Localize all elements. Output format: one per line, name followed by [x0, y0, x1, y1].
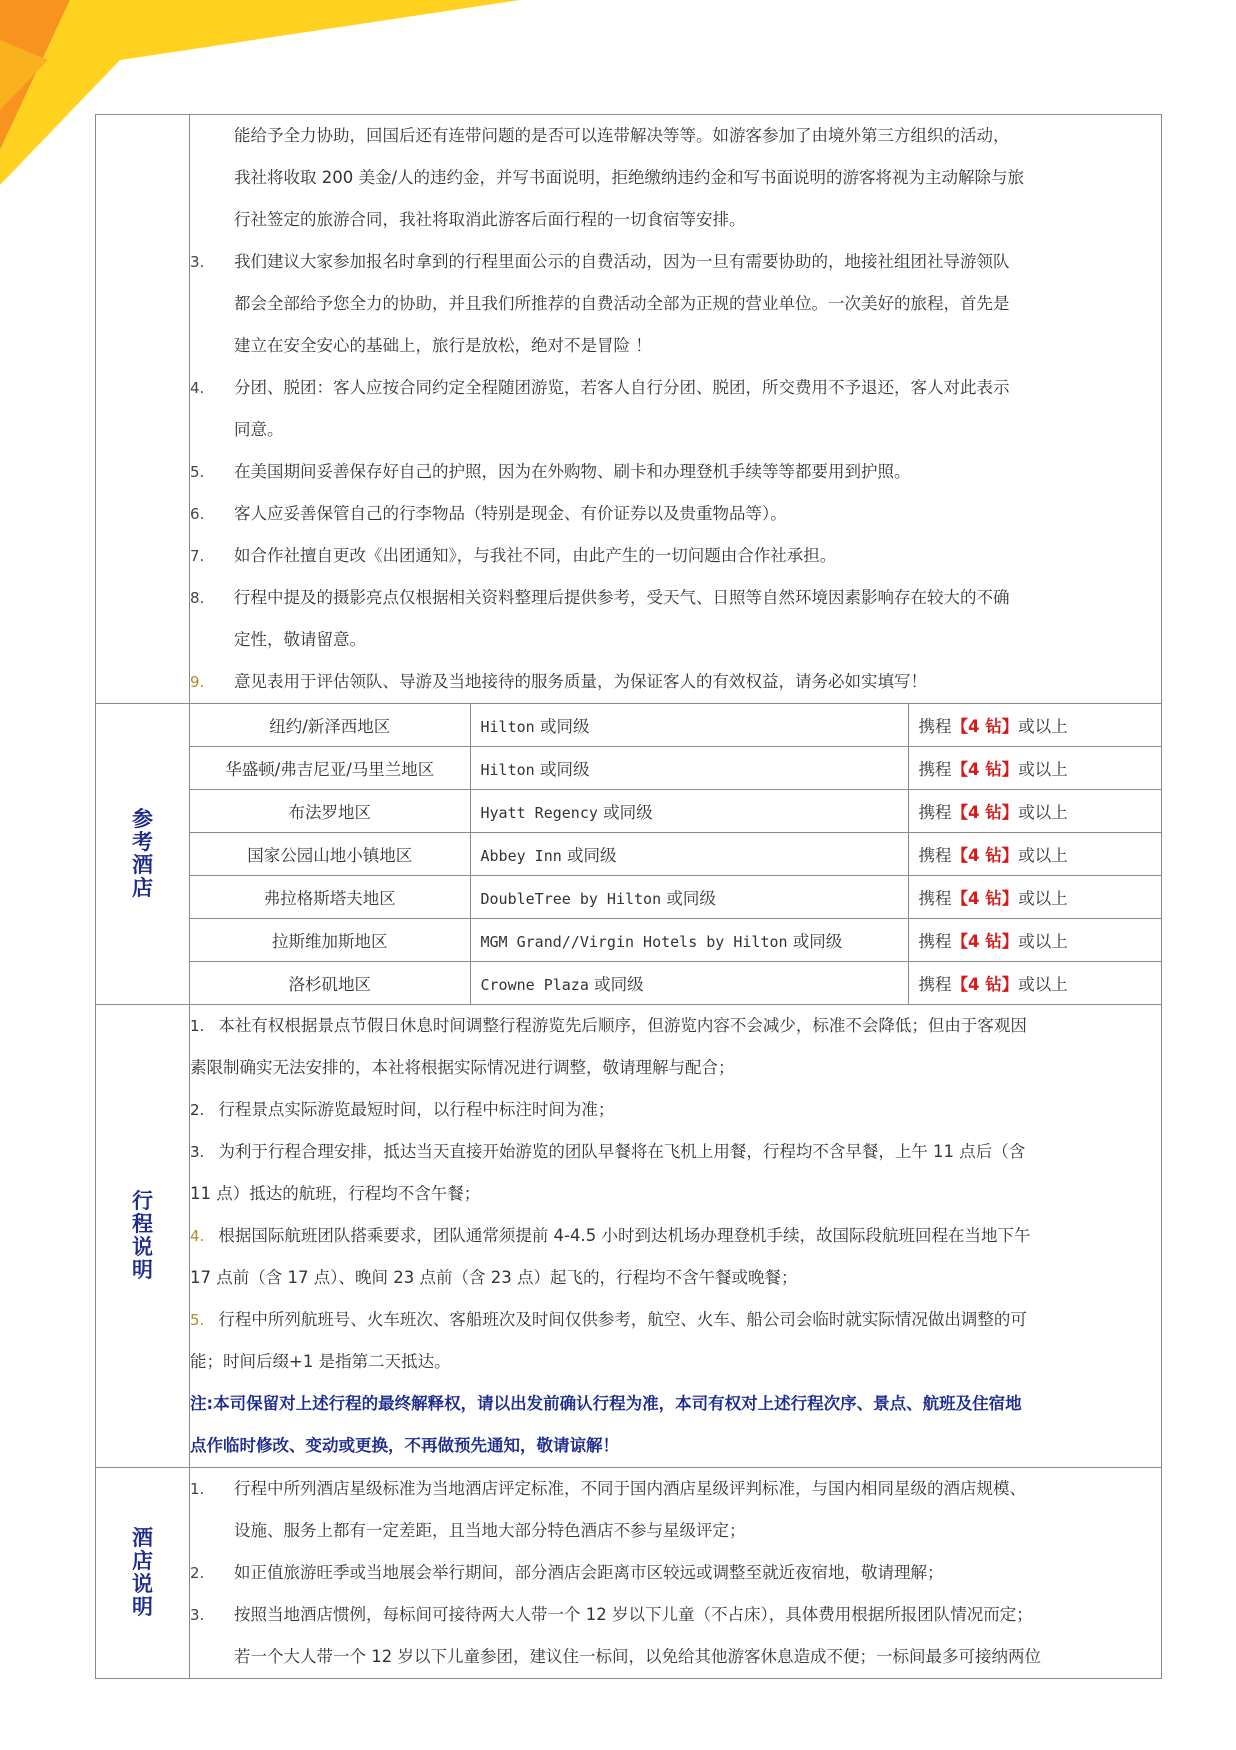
- list-item: [190, 661, 1161, 703]
- hotel-suffix: 或同级: [539, 717, 590, 736]
- heading-char: 考: [132, 830, 153, 854]
- rating-stars: 【4 钻】: [951, 717, 1019, 736]
- rating-stars: 【4 钻】: [951, 760, 1019, 779]
- rating-stars: 【4 钻】: [951, 889, 1019, 908]
- rating-suffix: 或以上: [1018, 717, 1068, 736]
- hotel-row: [190, 876, 1161, 919]
- region-cell: 拉斯维加斯地区: [190, 919, 470, 962]
- rating-suffix: 或以上: [1018, 889, 1068, 908]
- hotel-row: [190, 919, 1161, 962]
- text-line: 分团、脱团：客人应按合同约定全程随团游览，若客人自行分团、脱团，所交费用不予退还，客人对此表示: [234, 378, 1010, 397]
- item-text: 行程中所列航班号、火车班次、客船班次及时间仅供参考，航空、火车、船公司会临时就实际情况做出调整的可: [218, 1310, 1027, 1329]
- itinerary-heading: [96, 1005, 190, 1468]
- rating-suffix: 或以上: [1018, 760, 1068, 779]
- text-line: 定性，敬请留意。: [234, 630, 366, 649]
- hotel-suffix: 或同级: [666, 889, 716, 908]
- item-number: 3.: [190, 1143, 205, 1161]
- rating-stars: 【4 钻】: [951, 803, 1019, 822]
- rating-prefix: 携程: [918, 803, 952, 822]
- hotel-name-cell: [470, 833, 908, 876]
- hotel-row: [190, 790, 1161, 833]
- item-number: 6.: [190, 505, 205, 523]
- hotel-suffix: 或同级: [594, 975, 644, 994]
- text-line: 我社将收取 200 美金/人的违约金，并写书面说明，拒绝缴纳违约金和写书面说明的游客将视为主动解除与旅: [234, 168, 1025, 187]
- heading-char: 说: [132, 1572, 153, 1596]
- rating-prefix: 携程: [918, 760, 952, 779]
- item-number: 5.: [190, 463, 205, 481]
- hotel-name: DoubleTree by Hilton: [480, 890, 662, 908]
- rating-suffix: 或以上: [1018, 803, 1068, 822]
- rating-prefix: 携程: [918, 975, 952, 994]
- heading-char: 酒: [132, 853, 153, 877]
- item-text: 17 点前（含 17 点）、晚间 23 点前（含 23 点）起飞的，行程均不含午餐或晚餐；: [190, 1268, 798, 1287]
- hotel-row: [190, 747, 1161, 790]
- item-number: 7.: [190, 547, 205, 565]
- hotel-name-cell: [470, 790, 908, 833]
- rating-cell: [908, 876, 1161, 919]
- text-line: 意见表用于评估领队、导游及当地接待的服务质量，为保证客人的有效权益，请务必如实填写！: [234, 672, 927, 691]
- hotel-name-cell: [470, 962, 908, 1005]
- rating-suffix: 或以上: [1018, 846, 1068, 865]
- item-text: 行程景点实际游览最短时间，以行程中标注时间为准；: [218, 1100, 615, 1119]
- item-number: 1.: [190, 1480, 205, 1498]
- itinerary-line: [190, 1005, 1161, 1047]
- itinerary-body: [190, 1005, 1162, 1468]
- item-text: 根据国际航班团队搭乘要求，团队通常须提前 4-4.5 小时到达机场办理登机手续，故国际段航班回程在当地下午: [218, 1226, 1031, 1245]
- heading-char: 店: [132, 1549, 153, 1573]
- hotel-name-cell: [470, 919, 908, 962]
- notes-body: [190, 115, 1162, 704]
- itinerary-list: [190, 1005, 1161, 1383]
- hotel-name-cell: [470, 704, 908, 747]
- itinerary-line: [190, 1299, 1161, 1341]
- heading-char: 店: [132, 876, 153, 900]
- hotel-suffix: 或同级: [539, 760, 590, 779]
- list-item: [190, 535, 1161, 577]
- list-item: [190, 241, 1161, 367]
- item-text: 本社有权根据景点节假日休息时间调整行程游览先后顺序，但游览内容不会减少，标准不会降低；但由于客观因: [218, 1016, 1027, 1035]
- item-text: [234, 661, 1161, 703]
- itinerary-line: [190, 1173, 1161, 1215]
- itinerary-line: [190, 1047, 1161, 1089]
- item-number: 4.: [190, 379, 205, 397]
- hotels-row: [96, 704, 1162, 1005]
- list-item: [190, 577, 1161, 661]
- rating-stars: 【4 钻】: [951, 932, 1019, 951]
- hotel-table: [190, 704, 1161, 1004]
- rating-cell: [908, 919, 1161, 962]
- rating-cell: [908, 790, 1161, 833]
- heading-char: 程: [132, 1212, 153, 1236]
- hotel-name: Crowne Plaza: [480, 976, 589, 994]
- region-cell: 布法罗地区: [190, 790, 470, 833]
- rating-stars: 【4 钻】: [951, 975, 1019, 994]
- region-cell: 国家公园山地小镇地区: [190, 833, 470, 876]
- item-text: [234, 241, 1161, 367]
- rating-prefix: 携程: [918, 889, 952, 908]
- text-line: 能给予全力协助，回国后还有连带问题的是否可以连带解决等等。如游客参加了由境外第三方组织的活动，: [234, 126, 1010, 145]
- heading-char: 酒: [132, 1526, 153, 1550]
- hotel-name-cell: [470, 876, 908, 919]
- hotel-name-cell: [470, 747, 908, 790]
- hotel-name: Hyatt Regency: [480, 804, 598, 822]
- notes-list: [190, 241, 1161, 703]
- itinerary-line: [190, 1215, 1161, 1257]
- text-line: 在美国期间妥善保存好自己的护照，因为在外购物、刷卡和办理登机手续等等都要用到护照。: [234, 462, 911, 481]
- item-number: 5.: [190, 1311, 205, 1329]
- item-number: 2.: [190, 1101, 205, 1119]
- heading-char: 明: [132, 1595, 153, 1619]
- text-line: 设施、服务上都有一定差距，且当地大部分特色酒店不参与星级评定；: [234, 1521, 746, 1540]
- hotel-name: Abbey Inn: [480, 847, 562, 865]
- text-line: 我们建议大家参加报名时拿到的行程里面公示的自费活动，因为一旦有需要协助的，地接社组团社导游领队: [234, 252, 1010, 271]
- item-text: 为利于行程合理安排，抵达当天直接开始游览的团队早餐将在飞机上用餐，行程均不含早餐，上午 11 点后（含: [218, 1142, 1026, 1161]
- list-item: [190, 1468, 1161, 1552]
- item-text: [234, 1468, 1161, 1552]
- item-text: [234, 367, 1161, 451]
- text-line: 按照当地酒店惯例，每标间可接待两大人带一个 12 岁以下儿童（不占床），具体费用根据所报团队情况而定；: [234, 1605, 1033, 1624]
- disclaimer-note: 点作临时修改、变动或更换，不再做预先通知，敬请谅解！: [190, 1436, 619, 1455]
- itinerary-line: [190, 1131, 1161, 1173]
- itinerary-line: [190, 1257, 1161, 1299]
- hotel-suffix: 或同级: [603, 803, 653, 822]
- rating-cell: [908, 747, 1161, 790]
- item-number: 3.: [190, 1606, 205, 1624]
- section-notes-row: [96, 115, 1162, 704]
- hotels-body: [190, 704, 1162, 1005]
- item-number: 2.: [190, 1564, 205, 1582]
- list-item: [190, 1552, 1161, 1594]
- region-cell: 洛杉矶地区: [190, 962, 470, 1005]
- rating-suffix: 或以上: [1018, 975, 1068, 994]
- rating-prefix: 携程: [918, 846, 952, 865]
- item-text: [234, 1594, 1161, 1678]
- hotel-notes-body: [190, 1468, 1162, 1679]
- item-number: 4.: [190, 1227, 205, 1245]
- heading-char: 行: [132, 1189, 153, 1213]
- item-number: 8.: [190, 589, 205, 607]
- item-text: [234, 577, 1161, 661]
- text-line: 若一个大人带一个 12 岁以下儿童参团，建议住一标间，以免给其他游客休息造成不便；一标间最多可接纳两位: [234, 1647, 1041, 1666]
- hotel-notes-list: [190, 1468, 1161, 1678]
- hotel-notes-row: [96, 1468, 1162, 1679]
- region-cell: 弗拉格斯塔夫地区: [190, 876, 470, 919]
- item-number: 9.: [190, 673, 205, 691]
- text-line: 行程中提及的摄影亮点仅根据相关资料整理后提供参考，受天气、日照等自然环境因素影响存在较大的不确: [234, 588, 1010, 607]
- itinerary-row: [96, 1005, 1162, 1468]
- region-cell: 华盛顿/弗吉尼亚/马里兰地区: [190, 747, 470, 790]
- blank-side-cell: [96, 115, 190, 704]
- rating-stars: 【4 钻】: [951, 846, 1019, 865]
- hotel-name: Hilton: [480, 718, 535, 736]
- item-text: 能；时间后缀+1 是指第二天抵达。: [190, 1352, 451, 1371]
- text-line: 客人应妥善保管自己的行李物品（特别是现金、有价证券以及贵重物品等）。: [234, 504, 787, 523]
- item-text: 11 点）抵达的航班，行程均不含午餐；: [190, 1184, 481, 1203]
- hotel-name: MGM Grand//Virgin Hotels by Hilton: [480, 933, 788, 951]
- list-item: [190, 1594, 1161, 1678]
- list-item: [190, 451, 1161, 493]
- text-line: 建立在安全安心的基础上，旅行是放松，绝对不是冒险 ！: [234, 336, 652, 355]
- text-line: 都会全部给予您全力的协助，并且我们所推荐的自费活动全部为正规的营业单位。一次美好的旅程，首先是: [234, 294, 1010, 313]
- list-item: [190, 493, 1161, 535]
- text-line: 行社签定的旅游合同，我社将取消此游客后面行程的一切食宿等安排。: [234, 210, 746, 229]
- heading-char: 参: [132, 807, 153, 831]
- hotel-suffix: 或同级: [567, 846, 617, 865]
- itinerary-line: [190, 1089, 1161, 1131]
- item-text: 素限制确实无法安排的，本社将根据实际情况进行调整，敬请理解与配合；: [190, 1058, 735, 1077]
- hotel-notes-heading: [96, 1468, 190, 1679]
- item-number: 3.: [190, 253, 205, 271]
- region-cell: 纽约/新泽西地区: [190, 704, 470, 747]
- item-text: [234, 535, 1161, 577]
- rating-cell: [908, 704, 1161, 747]
- hotel-suffix: 或同级: [792, 932, 843, 951]
- rating-cell: [908, 833, 1161, 876]
- text-line: 同意。: [234, 420, 284, 439]
- heading-char: 说: [132, 1235, 153, 1259]
- text-line: 行程中所列酒店星级标准为当地酒店评定标准，不同于国内酒店星级评判标准，与国内相同星级的酒店规模、: [234, 1479, 1026, 1498]
- item-text: [234, 1552, 1161, 1594]
- rating-suffix: 或以上: [1018, 932, 1068, 951]
- hotel-name: Hilton: [480, 761, 535, 779]
- itinerary-notice-table: [95, 114, 1162, 1679]
- item-text: [234, 451, 1161, 493]
- text-line: 如正值旅游旺季或当地展会举行期间，部分酒店会距离市区较远或调整至就近夜宿地，敬请理解；: [234, 1563, 944, 1582]
- heading-char: 明: [132, 1258, 153, 1282]
- rating-prefix: 携程: [918, 717, 952, 736]
- rating-cell: [908, 962, 1161, 1005]
- item-number: 1.: [190, 1017, 205, 1035]
- item-text: [234, 493, 1161, 535]
- hotel-row: [190, 833, 1161, 876]
- hotel-row: [190, 962, 1161, 1005]
- itinerary-line: [190, 1341, 1161, 1383]
- hotels-heading: [96, 704, 190, 1005]
- rating-prefix: 携程: [918, 932, 952, 951]
- list-item: [190, 367, 1161, 451]
- hotel-row: [190, 704, 1161, 747]
- text-line: 如合作社擅自更改《出团通知》，与我社不同，由此产生的一切问题由合作社承担。: [234, 546, 837, 565]
- disclaimer-note: 注:本司保留对上述行程的最终解释权，请以出发前确认行程为准，本司有权对上述行程次序、景点、航班及住宿地: [190, 1394, 1022, 1413]
